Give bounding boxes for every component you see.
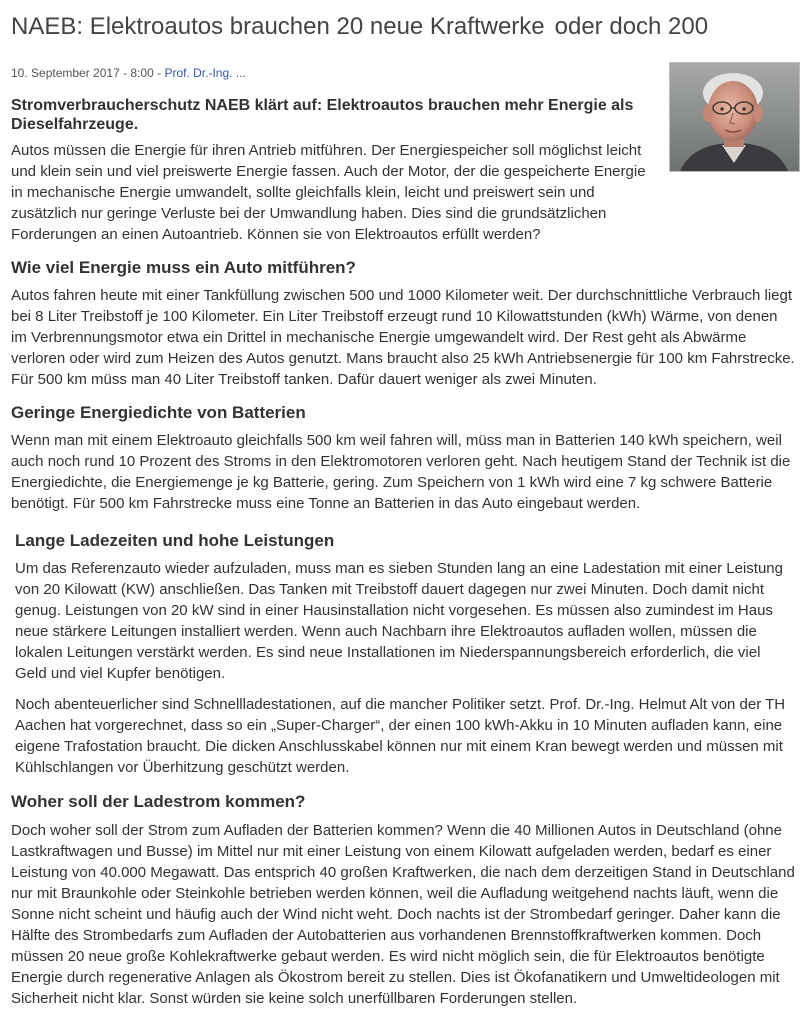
section-paragraph: Wenn man mit einem Elektroauto gleichfalls 500 km weil fahren will, müss man in Batterien 140 kWh speichern, weil auch noch rund 10 Prozent des Stroms in den Elektromotoren verloren geht. Nach heutigem Stand der Technik ist die Energiedichte, die Energiemenge je kg Batterie, gering. Zum Speichern von 1 kWh wird eine 7 kg schwere Batterie benötigt. Für 500 km Fahrstrecke muss eine Tonne an Batterien in das Auto eingebaut werden. — [11, 432, 791, 512]
lead-heading: Stromverbraucherschutz NAEB klärt auf: Elektroautos brauchen mehr Energie als Dieselfahrzeuge. — [11, 97, 634, 133]
title-sub: oder doch 200 — [554, 13, 709, 40]
section-power-source — [11, 791, 795, 1009]
section-paragraph: Um das Referenzauto wieder aufzuladen, muss man es sieben Stunden lang an eine Ladestation mit einer Leistung von 20 Kilowatt (KW) anschließen. Das Tanken mit Treibstoff dauert dagegen nur zwei Minuten. Doch damit nicht genug. Leistungen von 20 kW sind in einer Hausinstallation nicht vorgesehen. Es müssen also zumindest im Haus neue stärkere Leitungen installiert werden. Wenn auch Nachbarn ihre Elektroautos aufladen wollen, müssen die lokalen Leitungen verstärkt werden. Es sind neue Installationen im Niederspannungsbereich erforderlich, die viel Geld und viel Kupfer benötigen. — [15, 560, 783, 682]
section-paragraph: Doch woher soll der Strom zum Aufladen der Batterien kommen? Wenn die 40 Millionen Autos in Deutschland (ohne Lastkraftwagen und Busse) im Mittel nur mit einer Leistung von einem Kilowatt aufgeladen werden, bedarf es einer Leistung von 40.000 Megawatt. Das entsprich 40 großen Kraftwerken, die nach dem derzeitigen Stand in Deutschland nur mit Braunkohle oder Steinkohle betrieben werden können, weil die Aufladung weitgehend nachts läuft, wenn die Sonne nicht scheint und häufig auch der Wind nicht weht. Doch nachts ist der Strombedarf geringer. Daher kann die Hälfte des Strombedarfs zum Aufladen der Autobatterien aus vorhandenen Brennstoffkraftwerken kommen. Doch müssen 20 neue große Kohlekraftwerke gebaut werden. Es wird nicht möglich sein, die für Elektroautos benötigte Energie durch regenerative Anlagen als Ökostrom bereit zu stellen. Dies ist Ökofanatikern und Umweltideologen mit Sicherheit nicht klar. Sonst würden sie keine solch unerfüllbaren Forderungen stellen. — [11, 822, 795, 1007]
section-paragraph: Noch abenteuerlicher sind Schnellladestationen, auf die mancher Politiker setzt. Prof. Dr.-Ing. Helmut Alt von der TH Aachen hat vorgerechnet, dass so ein „Super-Charger“, der einen 100 kWh-Akku in 10 Minuten aufladen kann, eine eigene Trafostation braucht. Die dicken Anschlusskabel können nur mit einem Kran bewegt werden und müssen mit Kühlschlangen vor Überhitzung geschützt werden. — [15, 696, 786, 776]
section-energy — [11, 257, 795, 390]
section-heading: Geringe Energiedichte von Batterien — [11, 403, 306, 422]
publish-date: 10. September 2017 - 8:00 - — [11, 66, 162, 80]
title-main: NAEB: Elektroautos brauchen 20 neue Kraftwerke — [11, 13, 545, 40]
article-title — [11, 12, 801, 42]
section-paragraph: Autos fahren heute mit einer Tankfüllung zwischen 500 und 1000 Kilometer weit. Der durchschnittliche Verbrauch liegt bei 8 Liter Treibstoff je 100 Kilometer. Ein Liter Treibstoff erzeugt rund 10 Kilowattstunden (kWh) Wärme, von denen im Verbrennungsmotor etwa ein Drittel in mechanische Energie umgewandelt wird. Der Rest geht als Abwärme verloren oder wird zum Heizen des Autos genutzt. Mans braucht also 25 kWh Antriebsenergie für 100 km Fahrstrecke. Für 500 km müss man 40 Liter Treibstoff tanken. Dafür dauert weniger als zwei Minuten. — [11, 287, 795, 388]
section-battery — [11, 402, 795, 514]
section-charging — [11, 530, 795, 778]
author-link[interactable]: Prof. Dr.-Ing. ... — [164, 66, 246, 80]
section-heading: Wie viel Energie muss ein Auto mitführen? — [11, 258, 356, 277]
article-meta — [11, 66, 246, 80]
article-body — [11, 96, 795, 1009]
section-heading: Lange Ladezeiten und hohe Leistungen — [15, 531, 335, 550]
intro-paragraph: Autos müssen die Energie für ihren Antrieb mitführen. Der Energiespeicher soll möglichst leicht und klein sein und viel preiswerte Energie fassen. Auch der Motor, der die gespeicherte Energie in mechanische Energie umwandelt, sollte gleichfalls klein, leicht und preiswert sein und zusätzlich nur geringe Verluste bei der Umwandlung haben. Dies sind die grundsätzlichen Forderungen an einen Autoantrieb. Können sie von Elektroautos erfüllt werden? — [11, 142, 646, 243]
section-heading: Woher soll der Ladestrom kommen? — [11, 792, 306, 811]
